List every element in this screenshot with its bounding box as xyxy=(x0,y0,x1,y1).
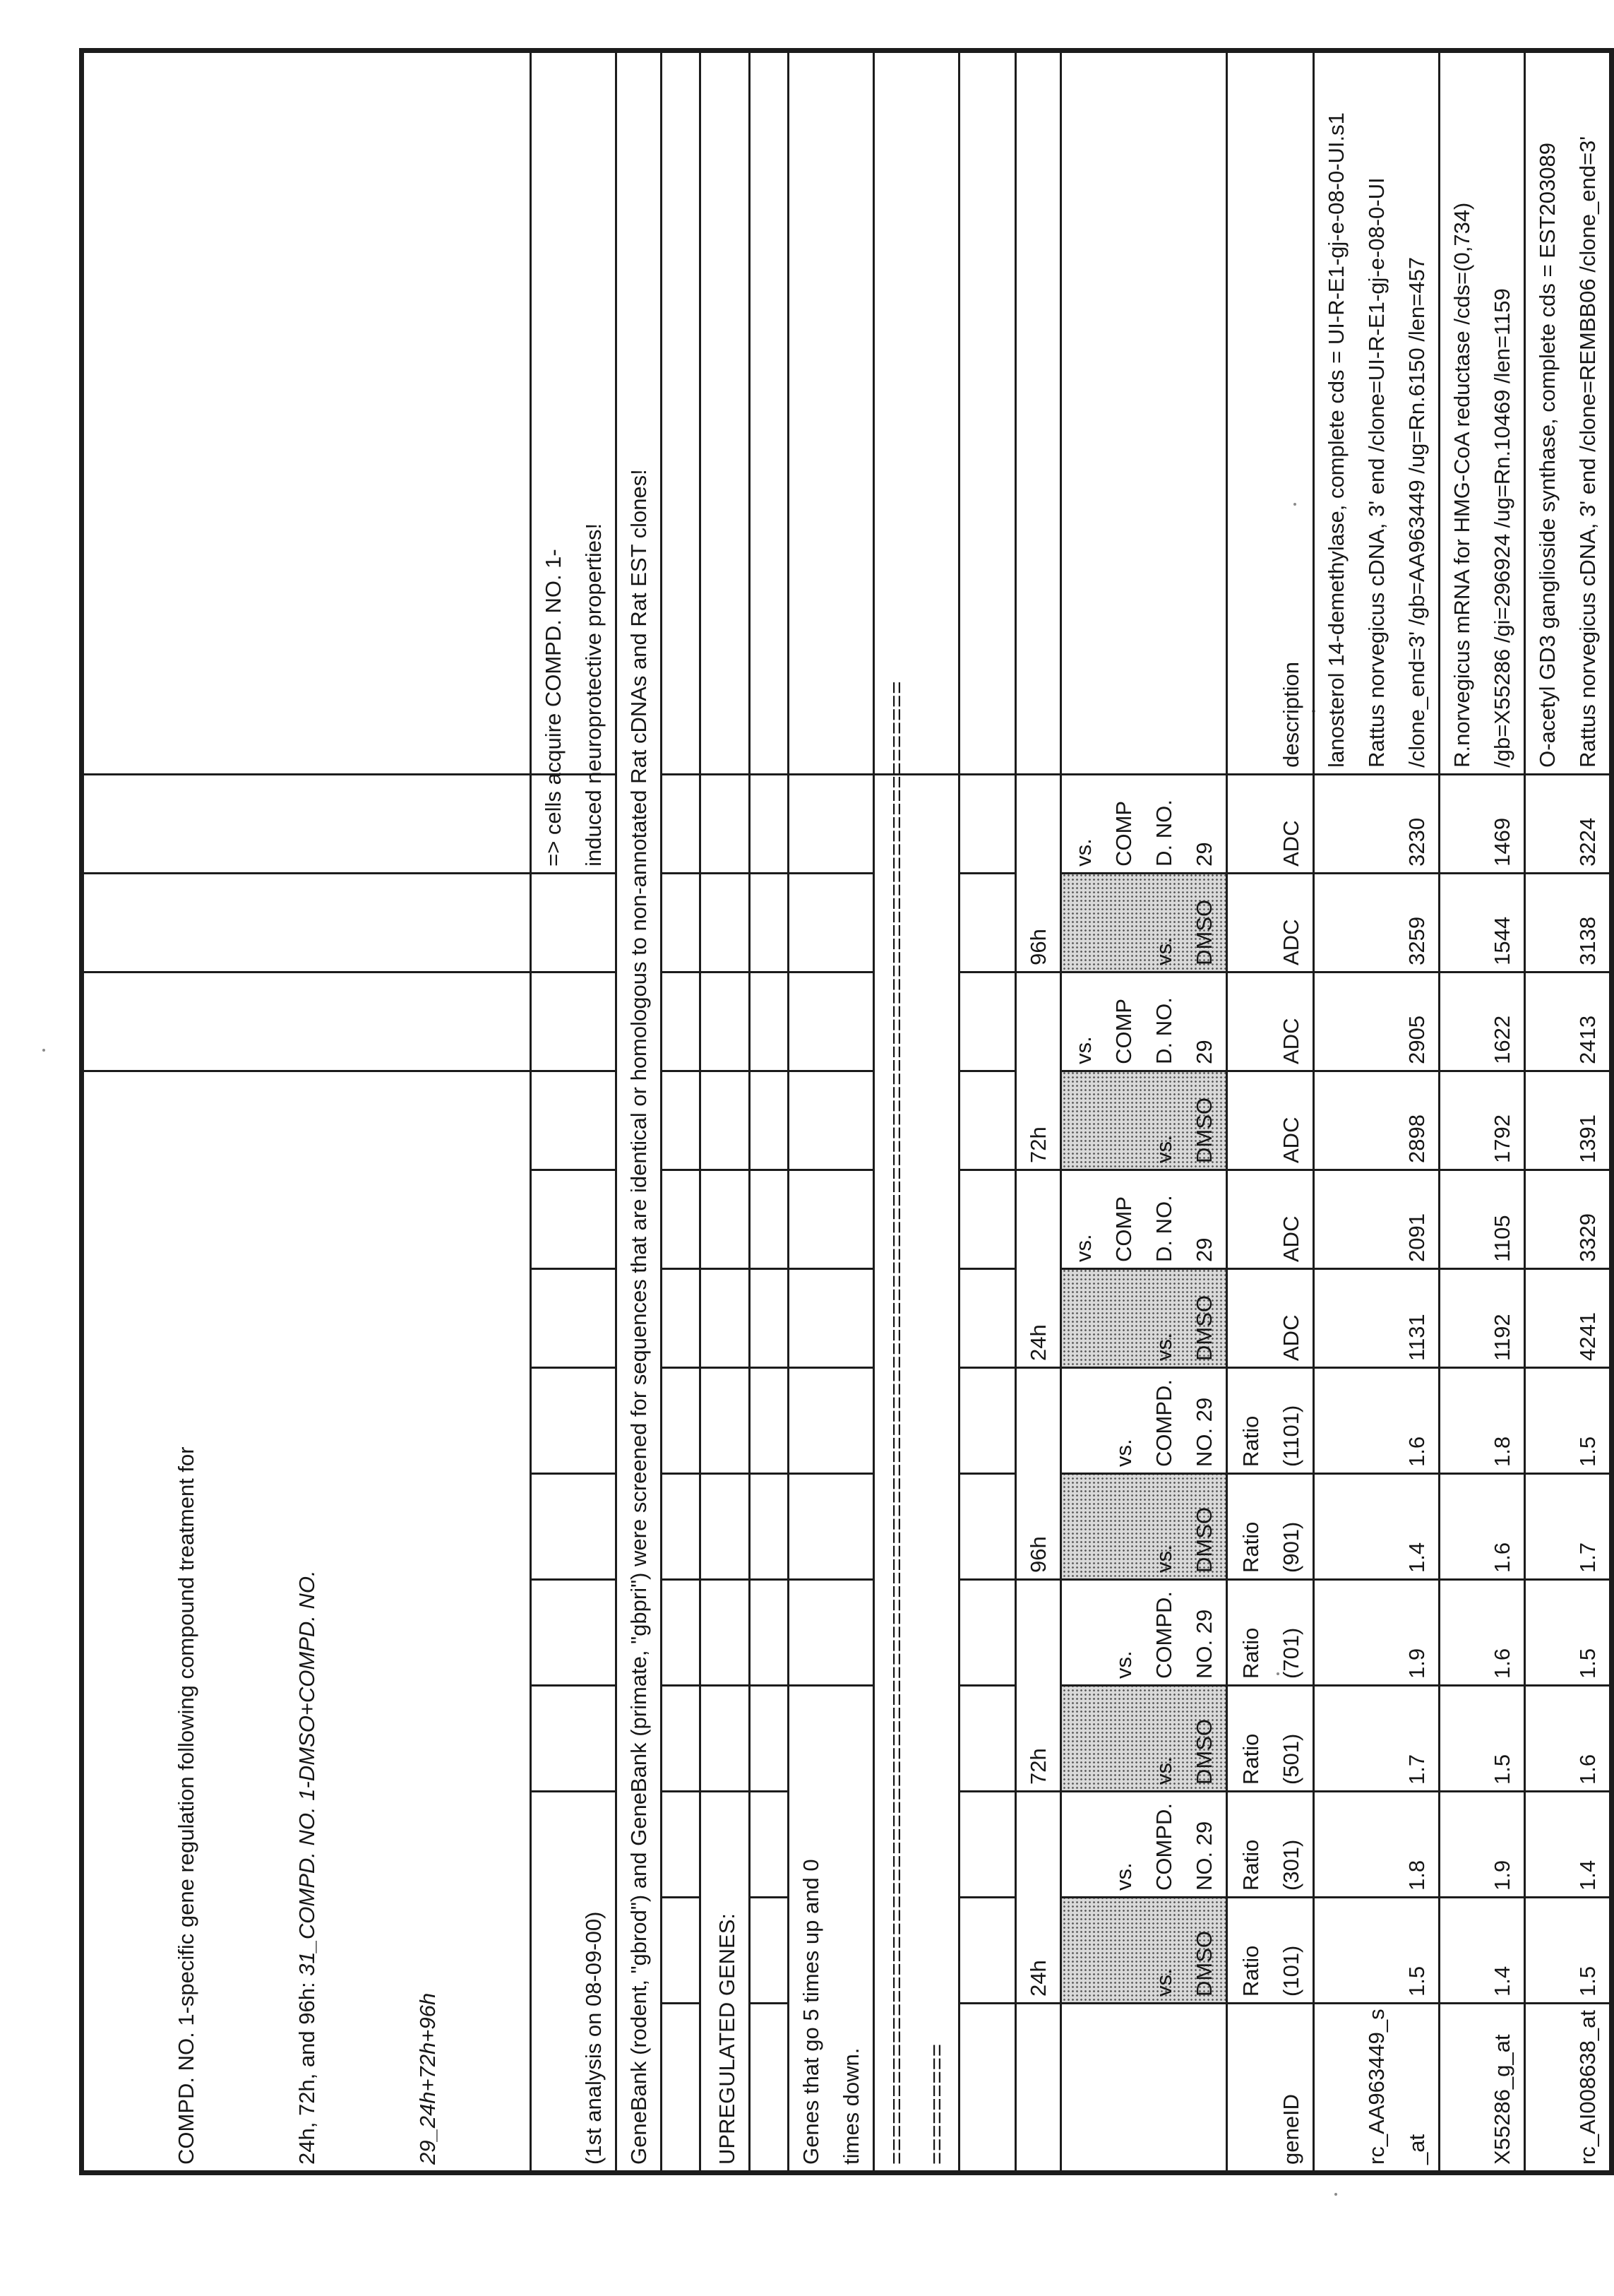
empty-cell xyxy=(750,774,789,873)
adc-value-cell: 2091 xyxy=(1314,1170,1440,1269)
empty-cell xyxy=(662,1580,700,1686)
empty-cell xyxy=(662,873,700,972)
empty-cell xyxy=(750,1071,789,1170)
adc-value-cell: 2905 xyxy=(1314,972,1440,1071)
empty-cell xyxy=(960,1368,1016,1474)
row-empty xyxy=(960,50,1016,2172)
empty-cell xyxy=(960,1792,1016,1898)
empty-cell xyxy=(750,1368,789,1474)
empty-cell xyxy=(789,1580,874,1686)
gene-data-row xyxy=(1525,50,1612,2172)
adc-value-cell: 1792 xyxy=(1440,1071,1525,1170)
ratio-value-cell: 1.5 xyxy=(1525,1898,1612,2004)
ratio-value-cell: 1.5 xyxy=(1440,1686,1525,1792)
empty-cell xyxy=(750,1474,789,1580)
ratio-value-cell: 1.5 xyxy=(1525,1368,1612,1474)
empty-cell xyxy=(531,1686,616,1792)
empty-cell xyxy=(750,1170,789,1269)
ratio-value-cell: 1.4 xyxy=(1440,1898,1525,2004)
empty-cell xyxy=(960,1474,1016,1580)
adc-value-cell: 1391 xyxy=(1525,1071,1612,1170)
vs-compd29-header: vs. COMPD. NO. 29 xyxy=(1061,1580,1227,1686)
adc-value-cell: 3259 xyxy=(1314,873,1440,972)
adc-time-72h: 72h xyxy=(1016,972,1061,1170)
adc-header: ADC xyxy=(1227,1071,1314,1170)
gene-data-row xyxy=(1440,50,1525,2172)
empty-cell xyxy=(789,1368,874,1474)
vs-compd29-header: vs. COMP D. NO. 29 xyxy=(1061,972,1227,1071)
analysis-note-cell: (1st analysis on 08-09-00) xyxy=(531,1792,616,2173)
row-empty xyxy=(750,50,789,2172)
empty-cell xyxy=(662,1898,700,2004)
empty-cell xyxy=(662,50,700,774)
empty-cell xyxy=(662,1474,700,1580)
vs-compd29-header: vs. COMP D. NO. 29 xyxy=(1061,1170,1227,1269)
gene-data-row xyxy=(1314,50,1440,2172)
adc-header: ADC xyxy=(1227,774,1314,873)
row-comparison-headers xyxy=(1061,50,1227,2172)
ratio-value-cell: 1.8 xyxy=(1314,1792,1440,1898)
empty-cell xyxy=(960,1898,1016,2004)
empty-cell xyxy=(960,873,1016,972)
row-separator xyxy=(874,50,960,2172)
empty-cell xyxy=(700,1580,750,1686)
adc-value-cell: 1622 xyxy=(1440,972,1525,1071)
empty-cell xyxy=(960,1686,1016,1792)
ratio-time-24h: 24h xyxy=(1016,1792,1061,2004)
empty-cell xyxy=(750,50,789,774)
ratio-value-cell: 1.9 xyxy=(1440,1792,1525,1898)
empty-cell xyxy=(960,774,1016,873)
ratio-901-header: Ratio (901) xyxy=(1227,1474,1314,1580)
empty-cell xyxy=(662,1071,700,1170)
adc-value-cell: 1192 xyxy=(1440,1269,1525,1368)
ratio-value-cell: 1.5 xyxy=(1314,1898,1440,2004)
description-cell: O-acetyl GD3 ganglioside synthase, complete cds = EST203089 Rattus norvegicus cDNA, 3' end /clone=REMBB06 /clone_end=3' xyxy=(1525,50,1612,774)
description-cell: lanosterol 14-demethylase, complete cds = UI-R-E1-gj-e-08-0-UI.s1 Rattus norvegicus cDNA, 3' end /clone=UI-R-E1-gj-e-08-0-UI /clone_end=3' /gb=AA963449 /ug=Rn.6150 /len=457 xyxy=(1314,50,1440,774)
vs-compd29-header: vs. COMPD. NO. 29 xyxy=(1061,1792,1227,1898)
ratio-501-header: Ratio (501) xyxy=(1227,1686,1314,1792)
title-line-1: COMPD. NO. 1-specific gene regulation following compound treatment for xyxy=(174,1446,198,2165)
row-genebank-note xyxy=(616,50,662,2172)
empty-cell xyxy=(1016,2004,1061,2173)
empty-cell xyxy=(1016,50,1061,774)
empty-cell xyxy=(750,1686,789,1792)
ratio-value-cell: 1.6 xyxy=(1440,1474,1525,1580)
empty-cell xyxy=(700,1170,750,1269)
empty-cell xyxy=(662,2004,700,2173)
empty-cell xyxy=(960,972,1016,1071)
adc-time-24h: 24h xyxy=(1016,1170,1061,1368)
empty-cell xyxy=(531,1368,616,1474)
description-cell: R.norvegicus mRNA for HMG-CoA reductase /cds=(0,734) /gb=X55286 /gi=296924 /ug=Rn.10469 /len=1159 xyxy=(1440,50,1525,774)
adc-header: ADC xyxy=(1227,1170,1314,1269)
empty-cell xyxy=(531,1170,616,1269)
empty-cell xyxy=(700,1686,750,1792)
empty-cell xyxy=(662,972,700,1071)
empty-cell xyxy=(1061,2004,1227,2173)
adc-value-cell: 4241 xyxy=(1525,1269,1612,1368)
empty-cell xyxy=(789,972,874,1071)
empty-cell xyxy=(531,1474,616,1580)
scan-speck xyxy=(42,1049,45,1052)
empty-cell xyxy=(750,1580,789,1686)
filter-note-cell: Genes that go 5 times up and 0 times down. xyxy=(789,1686,874,2173)
row-analysis-note xyxy=(531,50,616,2172)
empty-cell xyxy=(662,774,700,873)
empty-cell xyxy=(82,774,531,873)
adc-value-cell: 2413 xyxy=(1525,972,1612,1071)
vs-dmso-header: vs. DMSO xyxy=(1061,1686,1227,1792)
empty-cell xyxy=(662,1368,700,1474)
vs-dmso-header: vs. DMSO xyxy=(1061,1071,1227,1170)
empty-cell xyxy=(960,1170,1016,1269)
empty-cell xyxy=(874,50,960,774)
vs-dmso-header: vs. DMSO xyxy=(1061,1898,1227,2004)
empty-cell xyxy=(662,1686,700,1792)
row-empty xyxy=(662,50,700,2172)
empty-cell xyxy=(531,972,616,1071)
ratio-value-cell: 1.7 xyxy=(1525,1474,1612,1580)
adc-header: ADC xyxy=(1227,873,1314,972)
adc-header: ADC xyxy=(1227,1269,1314,1368)
ratio-value-cell: 1.9 xyxy=(1314,1580,1440,1686)
adc-value-cell: 3329 xyxy=(1525,1170,1612,1269)
empty-cell xyxy=(960,1580,1016,1686)
empty-cell xyxy=(662,1792,700,1898)
empty-cell xyxy=(700,1071,750,1170)
ratio-value-cell: 1.5 xyxy=(1525,1580,1612,1686)
empty-cell xyxy=(82,972,531,1071)
ratio-time-96h: 96h xyxy=(1016,1368,1061,1580)
empty-cell xyxy=(700,1474,750,1580)
empty-cell xyxy=(700,972,750,1071)
description-column-header: description xyxy=(1227,50,1314,774)
empty-cell xyxy=(531,1071,616,1170)
table-title-cell xyxy=(82,1071,531,2172)
gene-id-cell: rc_AI008638_at xyxy=(1525,2004,1612,2173)
adc-value-cell: 1469 xyxy=(1440,774,1525,873)
vs-dmso-header: vs. DMSO xyxy=(1061,873,1227,972)
ratio-value-cell: 1.8 xyxy=(1440,1368,1525,1474)
empty-cell xyxy=(700,873,750,972)
empty-cell xyxy=(789,774,874,873)
empty-cell xyxy=(789,1474,874,1580)
adc-time-96h: 96h xyxy=(1016,774,1061,972)
ratio-time-72h: 72h xyxy=(1016,1580,1061,1792)
empty-cell xyxy=(82,50,531,774)
ratio-701-header: Ratio (701) xyxy=(1227,1580,1314,1686)
title-line-2: 24h, 72h, and 96h: 31_COMPD. NO. 1-DMSO+COMPD. NO. xyxy=(294,1570,319,2165)
row-title xyxy=(82,50,531,2172)
cells-note-cell: => cells acquire COMPD. NO. 1- induced neuroprotective properties! xyxy=(531,774,616,873)
empty-cell xyxy=(750,873,789,972)
title-line-3: 29_24h+72h+96h xyxy=(415,1992,440,2165)
ratio-301-header: Ratio (301) xyxy=(1227,1792,1314,1898)
adc-value-cell: 1105 xyxy=(1440,1170,1525,1269)
ratio-value-cell: 1.6 xyxy=(1314,1368,1440,1474)
empty-cell xyxy=(662,1269,700,1368)
empty-cell xyxy=(750,1792,789,1898)
ratio-value-cell: 1.7 xyxy=(1314,1686,1440,1792)
empty-cell xyxy=(789,873,874,972)
separator-cell: ============================================================================================================== ========= xyxy=(874,774,960,2172)
empty-cell xyxy=(789,1071,874,1170)
empty-cell xyxy=(531,873,616,972)
section-header-cell: UPREGULATED GENES: xyxy=(700,1792,750,2173)
ratio-value-cell: 1.6 xyxy=(1525,1686,1612,1792)
geneid-column-header: geneID xyxy=(1227,2004,1314,2173)
adc-value-cell: 2898 xyxy=(1314,1071,1440,1170)
ratio-value-cell: 1.6 xyxy=(1440,1580,1525,1686)
empty-cell xyxy=(750,1269,789,1368)
empty-cell xyxy=(750,1898,789,2004)
vs-dmso-header: vs. DMSO xyxy=(1061,1474,1227,1580)
adc-value-cell: 1544 xyxy=(1440,873,1525,972)
rotated-table-stage xyxy=(79,53,1600,2175)
empty-cell xyxy=(960,1071,1016,1170)
empty-cell xyxy=(750,2004,789,2173)
empty-cell xyxy=(960,2004,1016,2173)
gene-id-cell: X55286_g_at xyxy=(1440,2004,1525,2173)
empty-cell xyxy=(789,1269,874,1368)
empty-cell xyxy=(662,1170,700,1269)
genebank-note-cell: GeneBank (rodent, "gbrod") and GeneBank (primate, "gbpri") were screened for sequences that are identical or homologous to non-annotated Rat cDNAs and Rat EST clones! xyxy=(616,50,662,2172)
ratio-value-cell: 1.4 xyxy=(1314,1474,1440,1580)
adc-value-cell: 3138 xyxy=(1525,873,1612,972)
empty-cell xyxy=(960,1269,1016,1368)
ratio-value-cell: 1.4 xyxy=(1525,1792,1612,1898)
empty-cell xyxy=(531,1269,616,1368)
adc-value-cell: 3224 xyxy=(1525,774,1612,873)
empty-cell xyxy=(531,1580,616,1686)
row-filter-note xyxy=(789,50,874,2172)
adc-header: ADC xyxy=(1227,972,1314,1071)
vs-compd29-header: vs. COMPD. NO. 29 xyxy=(1061,1368,1227,1474)
row-section-header xyxy=(700,50,750,2172)
vs-compd29-header: vs. COMP D. NO. 29 xyxy=(1061,774,1227,873)
gene-regulation-table xyxy=(79,48,1614,2175)
empty-cell xyxy=(700,774,750,873)
ratio-101-header: Ratio (101) xyxy=(1227,1898,1314,2004)
adc-value-cell: 1131 xyxy=(1314,1269,1440,1368)
adc-value-cell: 3230 xyxy=(1314,774,1440,873)
ratio-1101-header: Ratio (1101) xyxy=(1227,1368,1314,1474)
scan-speck xyxy=(1334,2193,1337,2196)
gene-id-cell: rc_AA963449_s _at xyxy=(1314,2004,1440,2173)
empty-cell xyxy=(82,873,531,972)
empty-cell xyxy=(700,1269,750,1368)
empty-cell xyxy=(789,1170,874,1269)
gene-regulation-table-landscape xyxy=(79,53,1600,2175)
vs-dmso-header: vs. DMSO xyxy=(1061,1269,1227,1368)
empty-cell xyxy=(700,1368,750,1474)
row-time-groups xyxy=(1016,50,1061,2172)
empty-cell xyxy=(960,50,1016,774)
empty-cell xyxy=(1061,50,1227,774)
row-column-headers xyxy=(1227,50,1314,2172)
empty-cell xyxy=(750,972,789,1071)
